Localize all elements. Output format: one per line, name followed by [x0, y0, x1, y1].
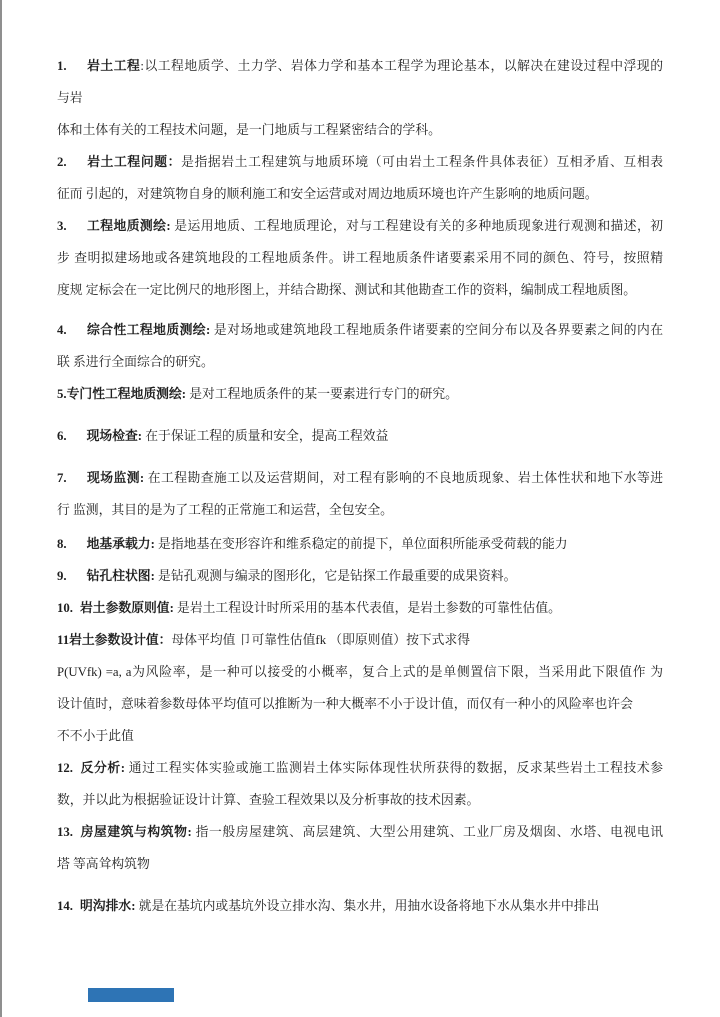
definition-item-4 — [57, 314, 663, 378]
definition-item-11 — [57, 624, 663, 752]
definition-text: 在于保证工程的质量和安全，提高工程效益 — [142, 429, 389, 443]
text-line — [57, 890, 663, 922]
definition-item-0 — [57, 50, 663, 114]
term-text: 岩土参数原则值: — [80, 601, 174, 615]
definition-item-7 — [57, 462, 663, 526]
text-line — [57, 420, 663, 452]
definition-text: 步 查明拟建场地或各建筑地段的工程地质条件。讲工程地质条件诸要素采用不同的颜色、符号，按照精 — [57, 251, 663, 265]
text-line — [57, 378, 663, 410]
definition-text: 设计值时，意味着参数母体平均值可以推断为一种大概率不小于设计值，而仅有一种小的风险率也许会 — [57, 697, 633, 711]
text-line — [57, 114, 663, 146]
text-line — [57, 784, 663, 816]
term-text: 岩土工程问题： — [86, 155, 182, 169]
term-text: 反分析: — [80, 761, 125, 775]
term-text: 4. — [57, 323, 67, 337]
definition-text: 是对工程地质条件的某一要素进行专门的研究。 — [186, 387, 458, 401]
definition-item-9 — [57, 560, 663, 592]
term-text: 工程地质测绘: — [86, 219, 171, 233]
text-line — [57, 816, 663, 848]
text-line — [57, 50, 663, 82]
definition-text: 是运用地质、工程地质理论，对与工程建设有关的多种地质现象进行观测和描述，初 — [170, 219, 663, 233]
definition-text: 体和土体有关的工程技术问题，是一门地质与工程紧密结合的学科。 — [57, 123, 441, 137]
definition-text: 就是在基坑内或基坑外设立排水沟、集水井，用抽水设备将地下水从集水井中排出 — [135, 899, 600, 913]
text-line — [57, 624, 663, 656]
definition-text: 塔 等高耸构筑物 — [57, 857, 150, 871]
term-text: 9. — [57, 569, 67, 583]
definition-item-3 — [57, 210, 663, 306]
definition-text: :以工程地质学、土力学、岩体力学和基本工程学为理论基本，以解决在建设过程中浮现的 — [140, 59, 663, 73]
definition-text: 是指地基在变形容许和维系稳定的前提下，单位面积所能承受荷载的能力 — [154, 537, 568, 551]
term-text: 1. — [57, 59, 67, 73]
definition-item-6 — [57, 420, 663, 452]
text-line — [57, 656, 663, 688]
term-text: 2. — [57, 155, 67, 169]
term-text: 明沟排水: — [80, 899, 136, 913]
term-text: 13. — [57, 825, 73, 839]
definition-text: 联 系进行全面综合的研究。 — [57, 355, 214, 369]
definition-item-12 — [57, 752, 663, 816]
term-text: 8. — [57, 537, 67, 551]
term-text: 12. — [57, 761, 73, 775]
definition-text: 征而 引起的，对建筑物自身的顺利施工和安全运营或对周边地质环境也许产生影响的地质问题。 — [57, 187, 598, 201]
term-text: 现场监测: — [86, 471, 145, 485]
definition-text: 在工程勘查施工以及运营期间，对工程有影响的不良地质现象、岩土体性状和地下水等进 — [144, 471, 663, 485]
definition-text: 度规 定标会在一定比例尺的地形图上，并结合勘探、测试和其他勘查工作的资料，编制成工程地质图。 — [57, 283, 637, 297]
text-line — [57, 752, 663, 784]
definition-item-8 — [57, 528, 663, 560]
text-line — [57, 210, 663, 242]
definition-text: 与岩 — [57, 91, 83, 105]
definition-text: 通过工程实体实验或施工监测岩土体实际体现性状所获得的数据，反求某些岩土工程技术参 — [124, 761, 663, 775]
term-text: 3. — [57, 219, 67, 233]
term-text: 5.专门性工程地质测绘: — [57, 387, 187, 401]
text-line — [57, 346, 663, 378]
text-line — [57, 274, 663, 306]
definition-text: 是指据岩土工程建筑与地质环境（可由岩土工程条件具体表征）互相矛盾、互相表 — [181, 155, 663, 169]
definition-item-14 — [57, 890, 663, 922]
text-line — [57, 494, 663, 526]
definition-item-1 — [57, 114, 663, 146]
text-line — [57, 314, 663, 346]
term-text: 现场检查: — [86, 429, 143, 443]
term-text: 综合性工程地质测绘: — [86, 323, 211, 337]
definition-text: 是对场地或建筑地段工程地质条件诸要素的空间分布以及各界要素之间的内在 — [210, 323, 663, 337]
term-text: 10. — [57, 601, 73, 615]
term-text: 岩土工程 — [86, 59, 141, 73]
text-line — [57, 848, 663, 880]
definition-text: 指一般房屋建筑、高层建筑、大型公用建筑、工业厂房及烟囱、水塔、电视电讯 — [191, 825, 663, 839]
text-line — [57, 146, 663, 178]
term-text: 14. — [57, 899, 73, 913]
text-line — [57, 528, 663, 560]
term-text: 11岩土参数设计值： — [57, 633, 172, 647]
term-text: 钻孔柱状图: — [86, 569, 155, 583]
text-line — [57, 462, 663, 494]
definition-text: P(UVfk) =a, a为风险率，是一种可以接受的小概率，复合上式的是单侧置信下限，当采用此下限值作 为 — [57, 665, 663, 679]
definition-text: 母体平均值 卩可靠性估值fk （即原则值）按下式求得 — [171, 633, 471, 647]
text-line — [57, 82, 663, 114]
definition-item-13 — [57, 816, 663, 880]
text-line — [57, 560, 663, 592]
definition-text: 是岩土工程设计时所采用的基本代表值，是岩土参数的可靠性估值。 — [173, 601, 561, 615]
definition-item-10 — [57, 592, 663, 624]
text-line — [57, 688, 663, 720]
text-line — [57, 178, 663, 210]
footer-blue-bar — [88, 988, 174, 1002]
definition-text: 行 监测，其目的是为了工程的正常施工和运营，全包安全。 — [57, 503, 393, 517]
document-content — [2, 0, 720, 922]
term-text: 房屋建筑与构筑物: — [80, 825, 192, 839]
term-text: 6. — [57, 429, 67, 443]
term-text: 地基承载力: — [86, 537, 155, 551]
term-text: 7. — [57, 471, 67, 485]
definition-item-2 — [57, 146, 663, 210]
text-line — [57, 592, 663, 624]
definition-text: 数，并以此为根据验证设计计算、查验工程效果以及分析事故的技术因素。 — [57, 793, 480, 807]
text-line — [57, 720, 663, 752]
definition-item-5 — [57, 378, 663, 410]
definition-text: 是钻孔观测与编录的图形化，它是钻探工作最重要的成果资料。 — [154, 569, 517, 583]
text-line — [57, 242, 663, 274]
definition-text: 不不小于此值 — [57, 729, 134, 743]
